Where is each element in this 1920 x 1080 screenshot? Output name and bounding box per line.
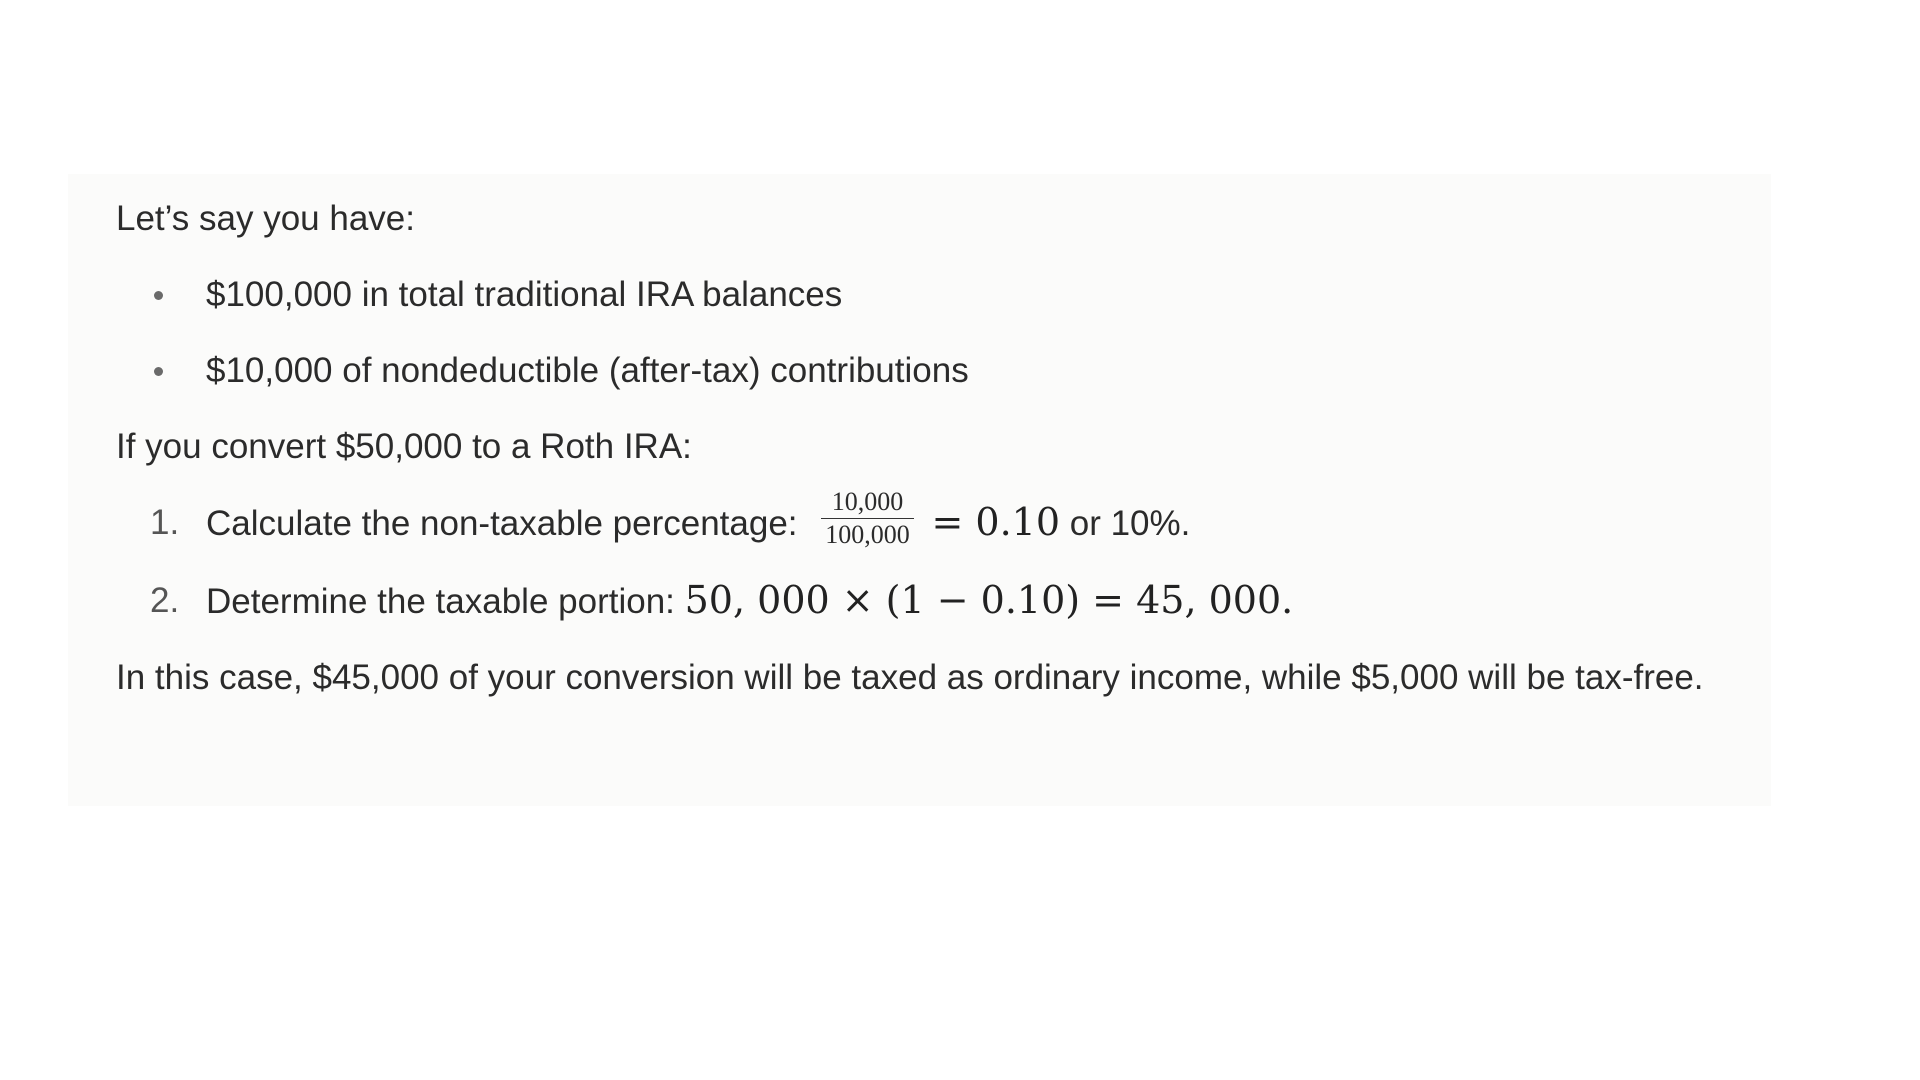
list-item: [116, 342, 1771, 399]
step-item: [116, 572, 1771, 630]
fraction-denominator: 100,000: [825, 520, 910, 550]
conclusion-text: In this case, $45,000 of your conversion will be taxed as ordinary income, while $5,000 will be tax-free.: [116, 658, 1704, 697]
math-expression: 50, 000 × (1 − 0.10) = 45, 000.: [684, 578, 1294, 622]
bullet-text: $100,000 in total traditional IRA balances: [206, 275, 843, 314]
step-text: Calculate the non-taxable percentage:: [206, 504, 798, 543]
convert-text: If you convert $50,000 to a Roth IRA:: [116, 427, 692, 466]
intro-text: Let’s say you have:: [116, 199, 415, 238]
step-item: [116, 487, 1771, 552]
bullet-text: $10,000 of nondeductible (after-tax) contributions: [206, 351, 969, 390]
fraction: [821, 488, 914, 549]
content-card: [68, 174, 1771, 806]
step-suffix: or 10%.: [1069, 504, 1191, 543]
list-item: [116, 266, 1771, 323]
bullet-list: [116, 266, 1771, 399]
step-text: Determine the taxable portion:: [206, 582, 675, 621]
bullet-dot-icon: [154, 367, 163, 376]
steps-list: [116, 487, 1771, 630]
equals-value: = 0.10: [931, 500, 1061, 544]
step-number: 1.: [150, 503, 180, 542]
fraction-numerator: 10,000: [821, 488, 914, 519]
bullet-dot-icon: [154, 291, 163, 300]
step-number: 2.: [150, 581, 180, 620]
